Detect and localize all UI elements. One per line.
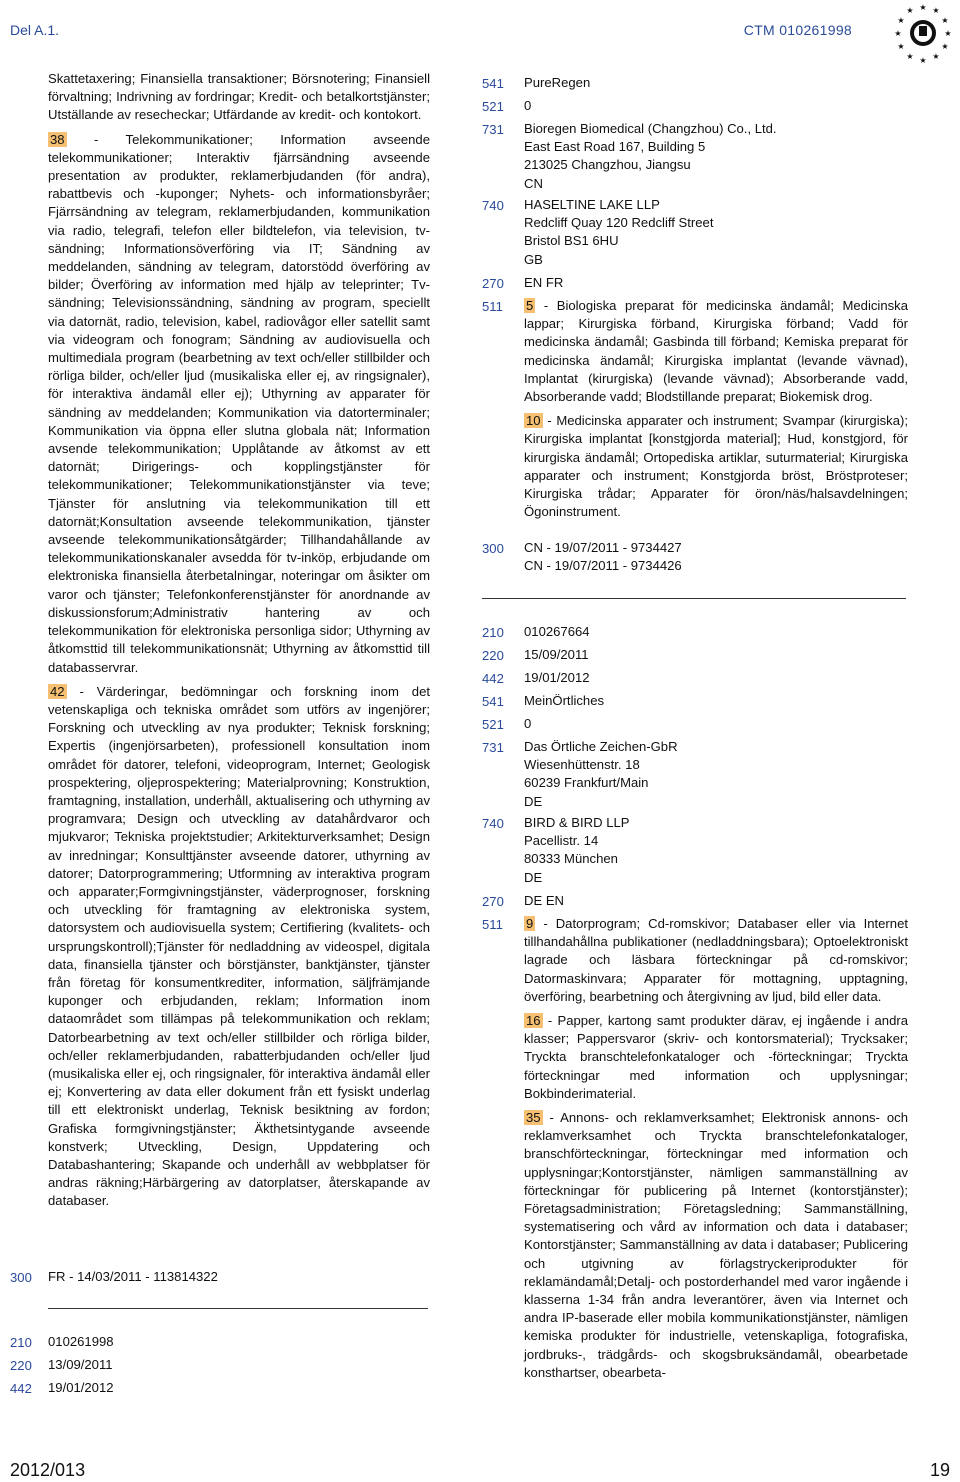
field-code: 740: [482, 198, 504, 213]
field-code: 270: [482, 894, 504, 909]
languages: DE EN: [524, 893, 565, 908]
field-code: 541: [482, 76, 504, 91]
class-number: 10: [526, 413, 541, 429]
representative-name: BIRD & BIRD LLP: [524, 815, 630, 830]
class-description: - Biologiska preparat för medicinska ändamål; Medicinska lappar; Kirurgiska förband, Kirurgiska förband; Vadd för medicinska ändamål; Gasbinda till förband; Kemiska preparat för medicinska ändamål; Kirurgiska implantat (levande vävnad), Implantat (kirurgiska) (levande vävnad); Absorberande vadd, Absorberande vadd; Blodstillande preparat; Biokemisk drog.: [524, 298, 908, 405]
svg-text:★: ★: [906, 52, 914, 61]
representative-name: HASELTINE LAKE LLP: [524, 197, 660, 212]
owner-country: CN: [524, 175, 543, 191]
field-code: 210: [482, 625, 504, 640]
field-code: 442: [10, 1381, 32, 1396]
priority-block: [524, 539, 682, 575]
divider: [482, 598, 906, 599]
representative-country: DE: [524, 869, 543, 885]
representative-street: Redcliff Quay 120 Redcliff Street: [524, 215, 714, 231]
owner-street: East East Road 167, Building 5: [524, 139, 706, 155]
class-35-entry: [524, 1109, 908, 1382]
class-5-entry: [524, 297, 908, 406]
field-code: 521: [482, 99, 504, 114]
publication-date: 19/01/2012: [48, 1380, 114, 1395]
goods-services-block: [524, 915, 908, 1388]
field-code: 300: [482, 541, 504, 556]
field-code: 521: [482, 717, 504, 732]
svg-text:★: ★: [894, 29, 902, 38]
class-number: 9: [526, 916, 534, 931]
class-9-entry: [524, 915, 908, 1006]
priority-value: FR - 14/03/2011 - 113814322: [48, 1269, 218, 1284]
class-description: - Datorprogram; Cd-romskivor; Databaser eller via Internet tillhandahållna publikationer (nedladdningsbara); Optoelektroniskt lagrade och läsbara förteckningar på cd-romskivor; Datormaskinvara; Apparater för mottagning, upptagning, överföring, bearbetning och återgivning av ljud, bild eller data.: [524, 916, 908, 1004]
field-code: 270: [482, 276, 504, 291]
owner-country: DE: [524, 793, 543, 809]
svg-text:★: ★: [932, 6, 940, 15]
representative-country: GB: [524, 251, 543, 267]
svg-text:★: ★: [906, 6, 914, 15]
class-number: 5: [526, 298, 534, 313]
owner-street: Wiesenhüttenstr. 18: [524, 757, 640, 773]
class-42-entry: [48, 683, 430, 1211]
class-number: 38: [50, 131, 65, 147]
class-16-entry: [524, 1012, 908, 1103]
field-code: 442: [482, 671, 504, 686]
field-code: 511: [482, 299, 503, 314]
field-code: 300: [10, 1270, 32, 1285]
field-code: 731: [482, 740, 504, 755]
header-part-label: Del A.1.: [10, 22, 60, 38]
owner-block: [524, 120, 777, 193]
application-number: 010261998: [48, 1334, 114, 1349]
mark-field-521: 0: [524, 716, 532, 731]
languages: EN FR: [524, 275, 564, 290]
svg-text:★: ★: [919, 56, 927, 64]
field-code: 210: [10, 1335, 32, 1350]
divider: [48, 1308, 428, 1309]
header-ctm-number: CTM 010261998: [743, 22, 852, 38]
class-description: - Papper, kartong samt produkter därav, ej ingående i andra klasser; Pappersvaror (skriv- och kontorsmaterial); Trycksaker; Tryckta branschtelefonkataloger och -förteckningar; Tryckta förteckningar med information och upplysningar; Bokbinderimaterial.: [524, 1013, 908, 1101]
goods-services-block: [524, 297, 908, 527]
svg-text:★: ★: [944, 29, 952, 38]
class-description: - Värderingar, bedömningar och forskning inom det vetenskapliga och tekniska området som utförs av ingenjörer; Forskning och utveckling av nya produkter; Teknisk forskning; Expertis (ingenjörsarbeten), professionell konsultation inom området för datorer, telefoni, videoprogram, Internet; Geologisk prospektering, oljeprospektering; Materialprovning; Konstruktion, framtagning, installation, underhåll, aktualisering och uthyrning av programvara; Design och utveckling av datahårdvaror och mjukvaror; Tekniska projektstudier; Arkitekturverksamhet; Design av inredningar; Konsulttjänster avseende datorer, uthyrning av datorer; Datorprogrammering; Utformning av interaktiva program och apparater;Formgivningstjänster, väderprognoser, forskning och utveckling för framtagning av elektroniska system, datorsystem och audiovisuella system; Certifiering (kvalitets- och ursprungskontroll);Tjänster för nedladdning av videospel, digitala data, finansiella tjänster och börstjänster, banktjänster, tjänster från företag för konsumentkrediter, information, säljfrämjande kuponger och erbjudanden, reklam; Information inom dataområdet som tillämpas på telekommunikation och reklam; Datorbearbetning av text och/eller stillbilder och rörliga bilder, och/eller reklamerbjudanden, rabatterbjudanden och/eller ljud (musikaliska eller ej, och ringsignaler, för interaktiva ändamål eller ej; Konvertering av data eller dokument från ett fysiskt underlag till ett elektroniskt underlag, Teknisk besiktning av fordon; Grafiska formgivningstjänster; Äkthetsintygande avseende konstverk; Utveckling, Design, Uppdatering och Databashantering; Skapande och underhåll av webbplatser för andras räkning;Härbärgering av datorplatser, återskapande av databaser.: [48, 683, 430, 1209]
svg-text:★: ★: [919, 3, 927, 12]
mark-name: MeinÖrtliches: [524, 693, 605, 708]
svg-text:★: ★: [941, 42, 949, 51]
field-code: 541: [482, 694, 504, 709]
owner-name: Bioregen Biomedical (Changzhou) Co., Ltd.: [524, 121, 777, 136]
owner-city: 213025 Changzhou, Jiangsu: [524, 157, 691, 173]
mark-field-521: 0: [524, 98, 532, 113]
svg-text:★: ★: [897, 16, 905, 25]
representative-city: Bristol BS1 6HU: [524, 233, 619, 249]
publication-date: 19/01/2012: [524, 670, 590, 685]
field-code: 220: [10, 1358, 32, 1373]
mark-name: PureRegen: [524, 75, 591, 90]
representative-street: Pacellistr. 14: [524, 833, 599, 849]
class-number: 35: [526, 1110, 541, 1126]
footer-issue: 2012/013: [10, 1460, 86, 1480]
ohim-logo-icon: [892, 2, 954, 64]
svg-text:★: ★: [941, 16, 949, 25]
field-code: 220: [482, 648, 504, 663]
class-38-entry: [48, 131, 430, 677]
filing-date: 15/09/2011: [524, 647, 589, 662]
svg-text:★: ★: [932, 52, 940, 61]
owner-name: Das Örtliche Zeichen-GbR: [524, 739, 678, 754]
class-description: - Annons- och reklamverksamhet; Elektronisk annons- och reklamverksamhet och Tryckta branschtelefonkataloger, branschförteckningar, förteckningar med information och upplysningar;Kontorstjänster, nämligen sammanställning av förteckningar för publicering på Internet (kontorstjänster); Företagsadministration; Företagsledning; Sammanställning, systematisering och vård av information och data i databaser; Kontorstjänster; Sammanställning av data i databaser; Publicering och utgivning av förlagstryckeriprodukter för reklamändamål;Detalj- och postorderhandel med varor ingående i klasserna 1-34 från andra leverantörer, även via Internet och andra IP-baserade eller mobila kommunikationstjänster, nämligen kemiska produkter för industrielle, vetenskapliga, fotografiska, jordbruks-, trädgårds- och skogsbruksändamål, obearbetade konsthartser, obearbeta-: [524, 1110, 908, 1380]
owner-block: [524, 738, 678, 811]
field-code: 511: [482, 917, 503, 932]
class-description: - Medicinska apparater och instrument; Svampar (kirurgiska); Kirurgiska implantat [konstgjorda material]; Hud, konstgjord, för kirurgiska ändamål; Ortopediska artiklar, suturmaterial; Kirurgiska apparater och instrument; Konstgjorda bröst, Bröstproteser; Kirurgiska trådar; Apparater för öron/näs/halsavdelningen; Ögoninstrument.: [524, 413, 908, 520]
svg-text:★: ★: [897, 42, 905, 51]
representative-city: 80333 München: [524, 851, 618, 867]
filing-date: 13/09/2011: [48, 1357, 113, 1372]
class-10-entry: [524, 412, 908, 521]
left-column: [48, 70, 430, 1217]
representative-block: [524, 196, 713, 269]
representative-block: [524, 814, 630, 887]
priority-value: CN - 19/07/2011 - 9734427: [524, 540, 682, 555]
field-code: 731: [482, 122, 504, 137]
field-code: 740: [482, 816, 504, 831]
class-number: 16: [526, 1013, 541, 1029]
class-number: 42: [50, 683, 65, 699]
priority-value: CN - 19/07/2011 - 9734426: [524, 558, 682, 574]
class-description: - Telekommunikationer; Information avseende telekommunikationer; Interaktiv fjärrsändning avseende presentation av produkter, reklamerbjudanden (för andra), rabattbevis och -kuponger; Nyhets- och informationsbyråer; Fjärrsändning av telegram, reklamerbjudanden, kommunikation via radio, telegrafi, telefon eller bildtelefon, via television, tv-sändning; Informationsöverföring via IT; Sändning av meddelanden, sändning av telegram, datorstödd överföring av bilder; Överföring av information med hjälp av teleprinter; Tv-sändning; Televisionssändning, sändning av program, speciellt via datornät, radio, television, kabel, radiovågor eller satellit samt via videogram och fonogram; Sändning av audiovisuella och multimediala program (bearbetning av text och/eller stillbilder och rörliga bilder, och/eller ljud (musikaliska eller ej, av ringsignaler), för interaktiva ändamål eller ej); Uthyrning av apparater för sändning av meddelanden; Kommunikation via datorterminaler; Kommunikation via öppna eller slutna globala nät; Information avsende telekommunikation; Upplåtande av åtkomst av ett datornät; Dirigerings- och kopplingstjänster för telekommunikationer; Telekommunikationstjänster via teve; Tjänster för anslutning via telekommunikation till ett datornät;Konsultation avseende telekommunikation, tjänster avseende telekommunikationsåtgärder; Tillhandahållande av telekommunikationskanaler avsedda för tv-inköp, erbjudande om elektroniska finansiella återbetalningar, noteringar om åsikter om varor och tjänster; Telefonkonferenstjänster för anordnande av diskussionsforum;Administrativ hantering av och telekommunikation för elektroniska personliga sidor; Uthyrning av åtkomsttid till telekommunikationsnät; Uthyrning av åtkomsttid till databasservrar.: [48, 131, 430, 675]
application-number: 010267664: [524, 624, 590, 639]
footer-page-number: 19: [929, 1460, 950, 1480]
owner-city: 60239 Frankfurt/Main: [524, 775, 649, 791]
class-36-continued: Skattetaxering; Finansiella transaktioner; Börsnotering; Finansiell förvaltning; Indrivning av fordringar; Kredit- och betalkortstjänster; Utställande av resecheckar; Utfärdande av kredit- och kontokort.: [48, 71, 430, 123]
